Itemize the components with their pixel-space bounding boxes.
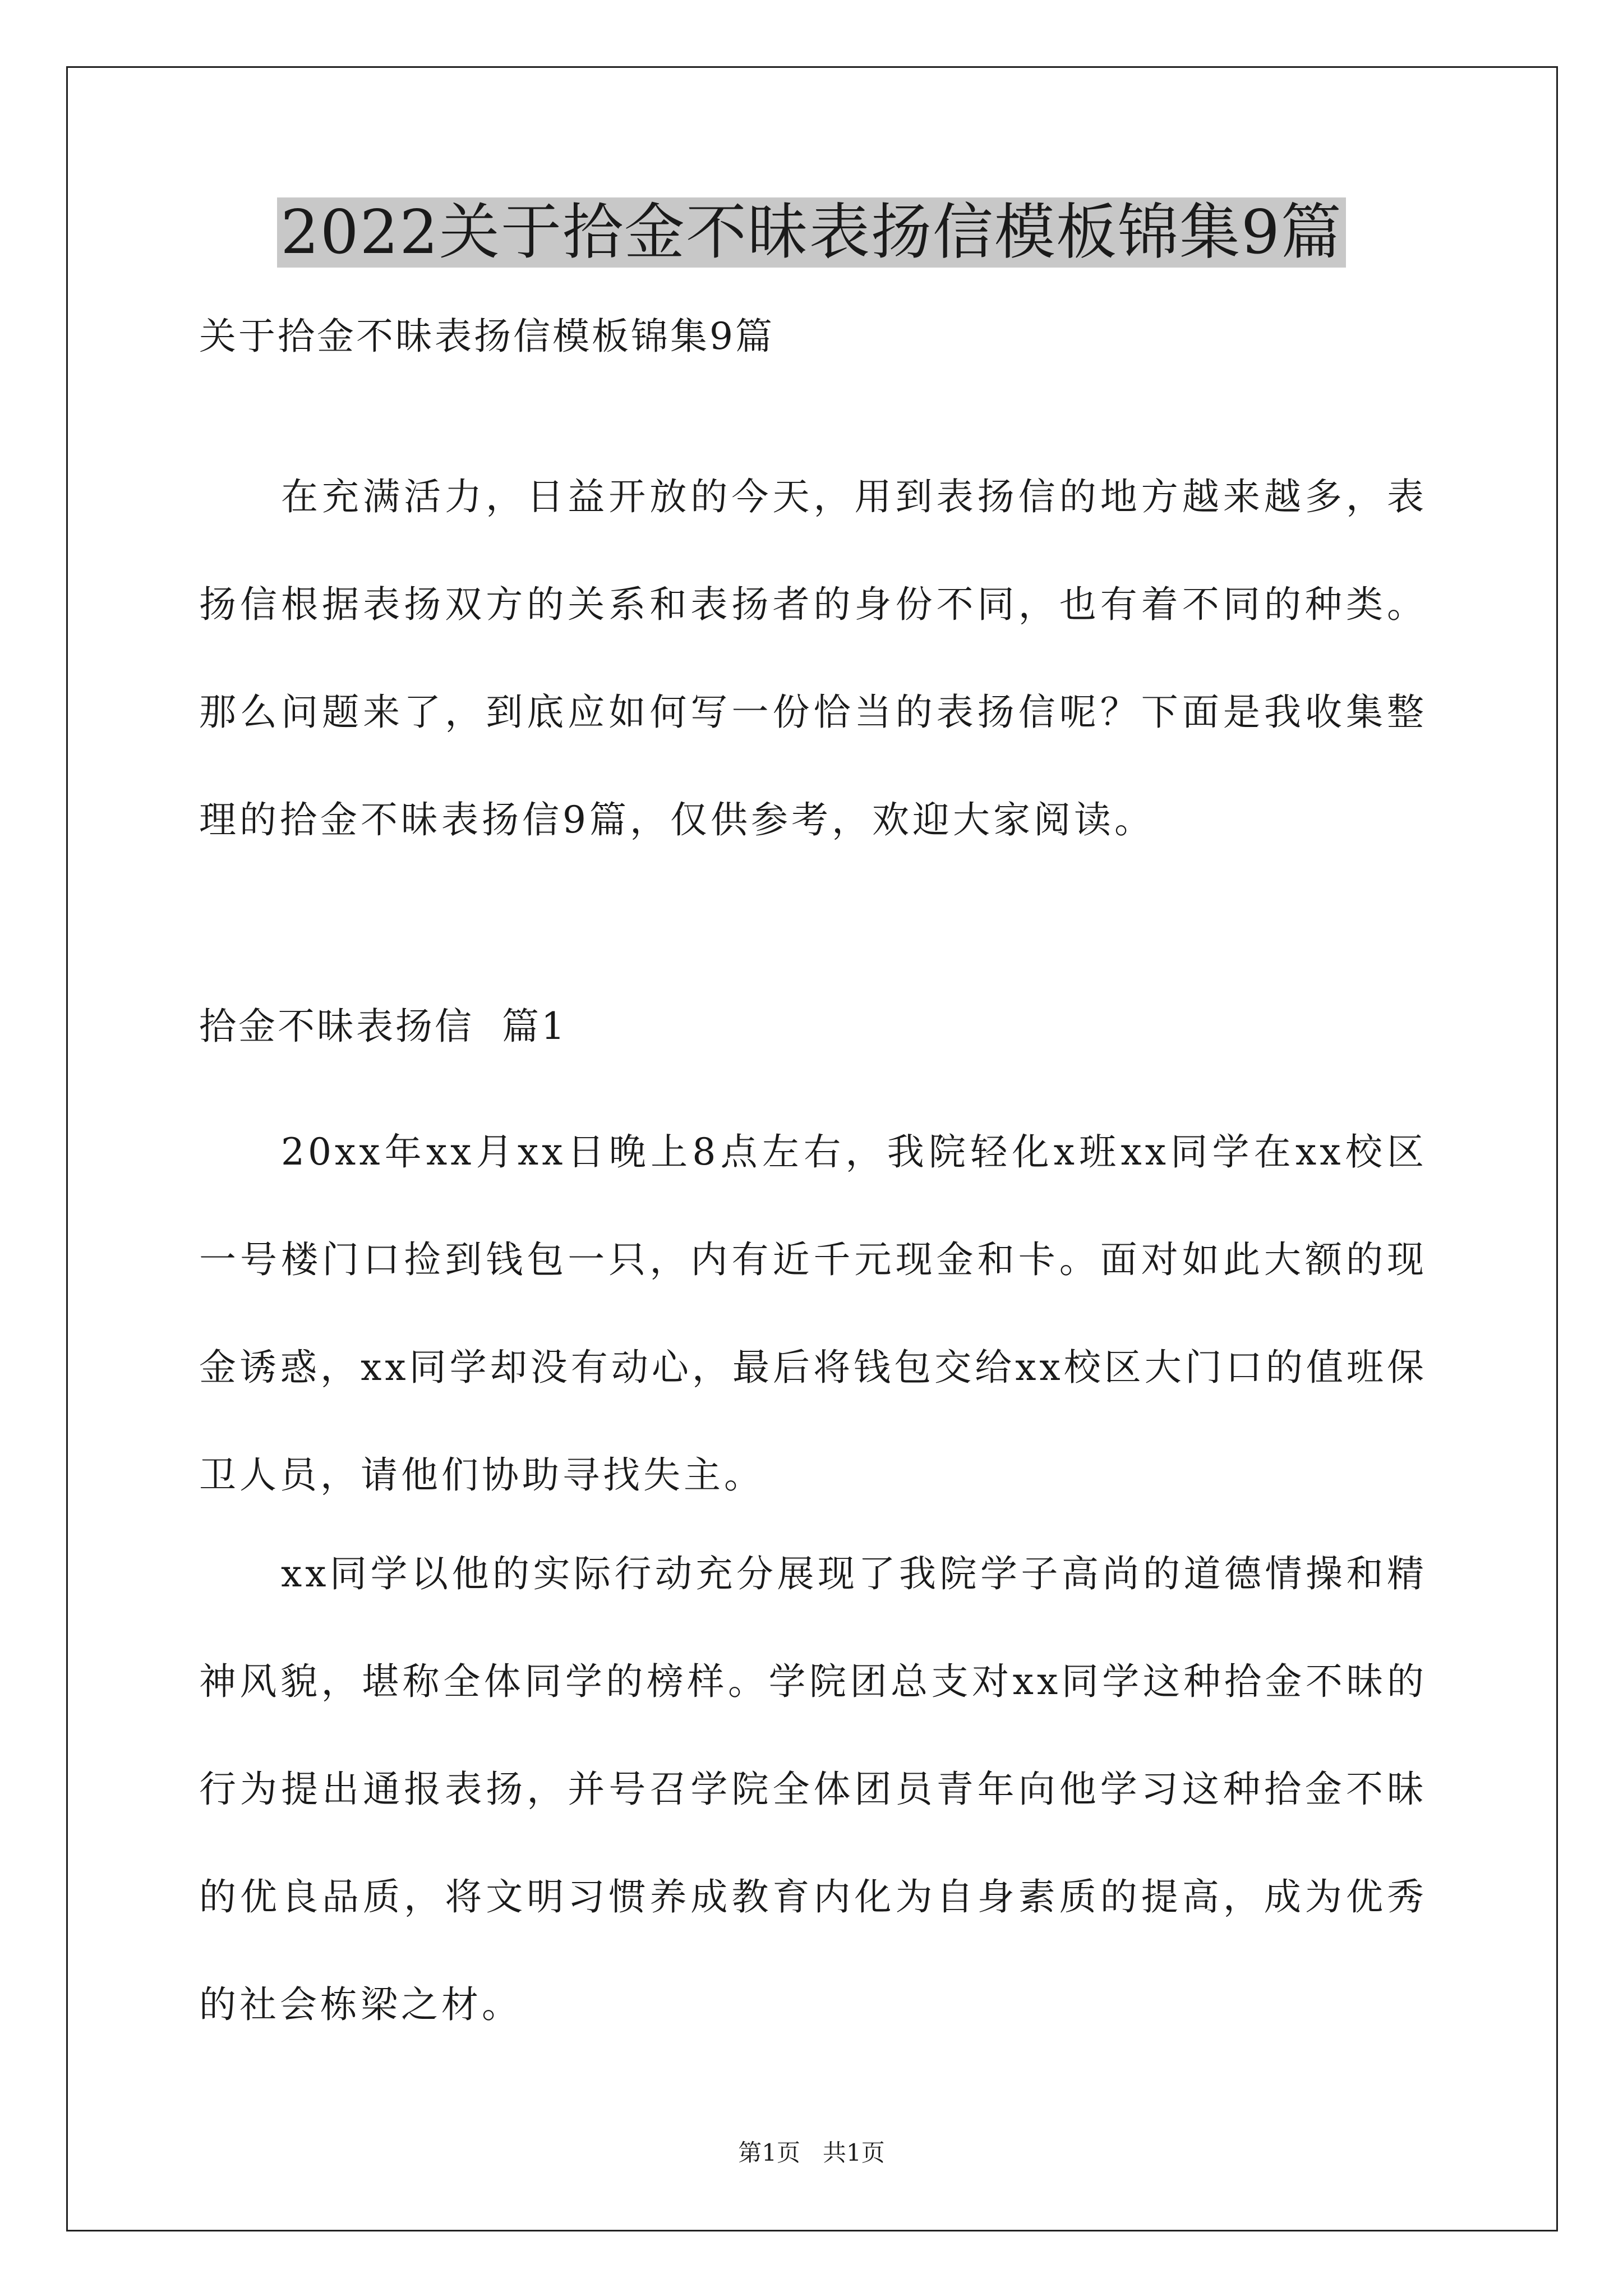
page-footer: 第1页 共1页 xyxy=(738,2139,885,2166)
document-title xyxy=(0,194,1623,272)
document-subtitle: 关于拾金不昧表扬信模板锦集9篇 xyxy=(199,315,774,358)
body-paragraph-2: xx同学以他的实际行动充分展现了我院学子高尚的道德情操和精神风貌，堪称全体同学的榜样。学院团总支对xx同学这种拾金不昧的行为提出通报表扬，并号召学院全体团员青年向他学习这种拾金不昧的优良品质，将文明习惯养成教育内化为自身素质的提高，成为优秀的社会栋梁之材。 xyxy=(199,1552,1427,2026)
intro-paragraph: 在充满活力，日益开放的今天，用到表扬信的地方越来越多，表扬信根据表扬双方的关系和表扬者的身份不同，也有着不同的种类。那么问题来了，到底应如何写一份恰当的表扬信呢？下面是我收集整理的拾金不昧表扬信9篇，仅供参考，欢迎大家阅读。 xyxy=(199,475,1427,841)
document-title-text: 2022关于拾金不昧表扬信模板锦集9篇 xyxy=(277,197,1346,268)
body-paragraph-1: 20xx年xx月xx日晚上8点左右，我院轻化x班xx同学在xx校区一号楼门口捡到钱包一只，内有近千元现金和卡。面对如此大额的现金诱惑，xx同学却没有动心，最后将钱包交给xx校区大门口的值班保卫人员，请他们协助寻找失主。 xyxy=(199,1130,1427,1497)
section-heading: 拾金不昧表扬信 篇1 xyxy=(199,1005,567,1048)
